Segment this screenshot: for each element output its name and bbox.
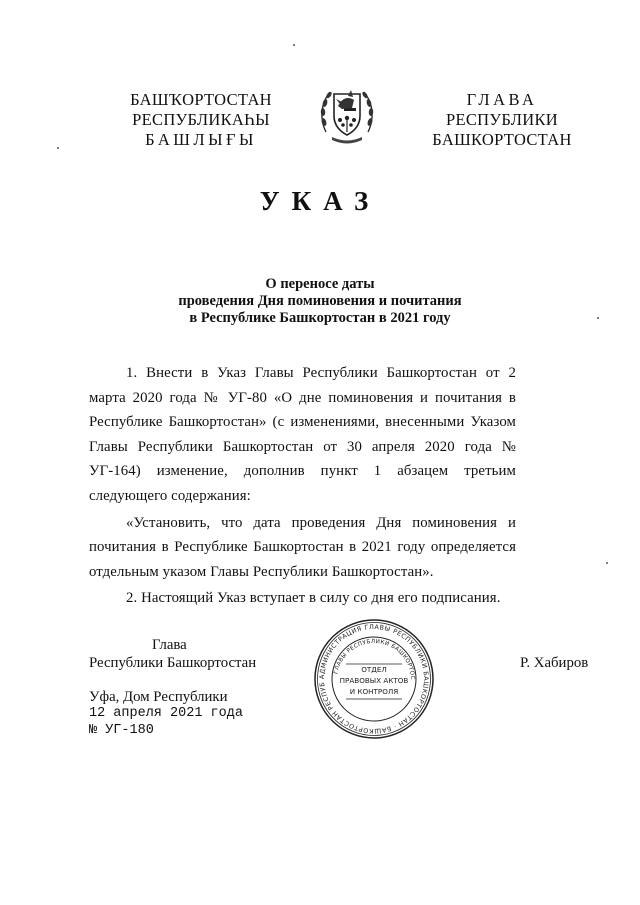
body-paragraph-1: 1. Внести в Указ Главы Республики Башкортостан от 2 марта 2020 года № УГ-80 «О дне поминовения и почитания в Республике Башкортостан» (с изменениями, внесенными Указом Главы Республики Башкортостан от 30 апреля 2020 года № УГ-164) изменение, дополнив пункт 1 абзацем третьим следующего содержания: [89, 365, 516, 504]
signature-position-line-1: Глава [152, 637, 187, 653]
official-stamp [312, 618, 436, 740]
scan-speck [606, 562, 608, 564]
header-right [420, 90, 584, 150]
subject-line-1: О переносе даты [265, 276, 375, 292]
scan-speck [57, 147, 59, 149]
issue-date: 12 апреля 2021 года [89, 706, 243, 721]
header-right-line-3: БАШКОРТОСТАН [432, 130, 572, 149]
stamp-center-line-1: ОТДЕЛ [361, 665, 387, 674]
header-left-line-3: БАШЛЫҒЫ [145, 130, 257, 149]
body-paragraph-3: 2. Настоящий Указ вступает в силу со дня его подписания. [126, 590, 501, 607]
stamp-inner-ring-text: ГЛАВЫ РЕСПУБЛИКИ БАШКОРТОС [333, 638, 416, 681]
header-right-line-2: РЕСПУБЛИКИ [446, 110, 558, 129]
body-paragraph-2: «Установить, что дата проведения Дня поминовения и почитания в Республике Башкортостан в 2021 году определяется отдельным указом Главы Республики Башкортостан». [89, 514, 516, 580]
signature-position [89, 636, 289, 672]
header-left-line-2: РЕСПУБЛИКАҺЫ [132, 110, 270, 129]
document-subject [80, 276, 560, 327]
stamp-ring-text: АДМИНИСТРАЦИЯ ГЛАВЫ РЕСПУБЛИКИ БАШКОРТОСТАН · БАШКОРТОСТАН РЕСПУБ [317, 622, 431, 736]
signatory-name: Р. Хабиров [520, 655, 589, 671]
decree-number: № УГ-180 [89, 723, 154, 738]
stamp-center-line-2: ПРАВОВЫХ АКТОВ [339, 676, 409, 685]
document-title: УКАЗ [259, 186, 381, 216]
stamp-center-line-3: И КОНТРОЛЯ [349, 687, 399, 696]
document-body [89, 361, 516, 611]
header-left-line-1: БАШҠОРТОСТАН [130, 90, 272, 109]
coat-of-arms-icon [318, 82, 376, 148]
scan-speck [597, 317, 599, 319]
subject-line-3: в Республике Башкортостан в 2021 году [189, 310, 451, 326]
subject-line-2: проведения Дня поминовения и почитания [178, 293, 462, 309]
header-right-line-1: ГЛАВА [466, 90, 538, 109]
issue-place: Уфа, Дом Республики [89, 689, 228, 705]
signature-position-line-2: Республики Башкортостан [89, 655, 257, 671]
scan-speck [293, 44, 295, 46]
header-left [112, 90, 290, 150]
